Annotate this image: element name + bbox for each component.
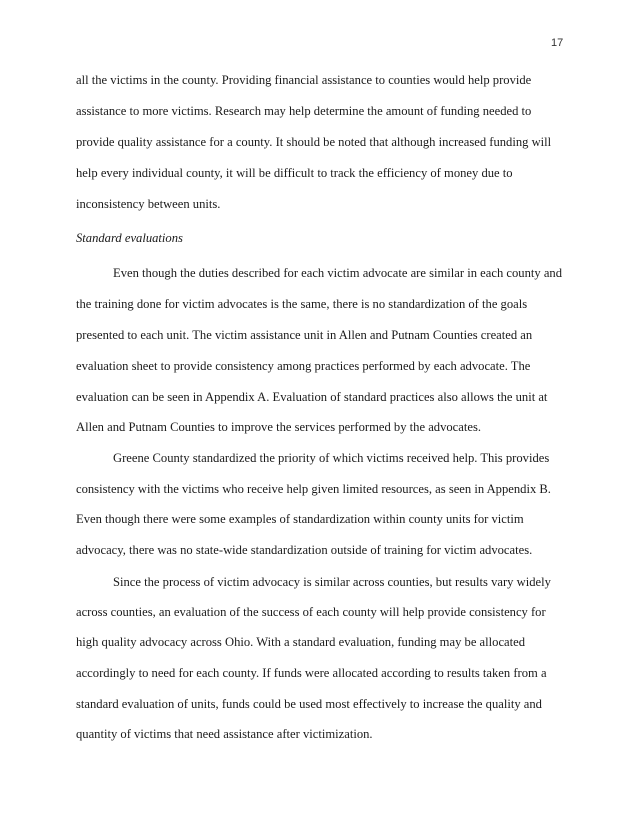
paragraph-first-line: Since the process of victim advocacy is similar across counties, but results vary widely bbox=[113, 575, 551, 589]
body-line: Even though there were some examples of standardization within county units for victim bbox=[76, 512, 524, 526]
body-line: evaluation can be seen in Appendix A. Evaluation of standard practices also allows the unit at bbox=[76, 390, 548, 404]
body-line: Allen and Putnam Counties to improve the services performed by the advocates. bbox=[76, 420, 481, 434]
body-line: consistency with the victims who receive help given limited resources, as seen in Appendix B. bbox=[76, 482, 551, 496]
body-line: help every individual county, it will be difficult to track the efficiency of money due to bbox=[76, 166, 513, 180]
body-line: advocacy, there was no state-wide standardization outside of training for victim advocates. bbox=[76, 543, 533, 557]
body-line: quantity of victims that need assistance after victimization. bbox=[76, 727, 373, 741]
section-heading: Standard evaluations bbox=[76, 231, 183, 245]
body-line: the training done for victim advocates is the same, there is no standardization of the goals bbox=[76, 297, 528, 311]
body-line: standard evaluation of units, funds could be used most effectively to increase the quality and bbox=[76, 697, 542, 711]
page-number: 17 bbox=[551, 37, 564, 49]
body-line: across counties, an evaluation of the success of each county will help provide consistency for bbox=[76, 605, 546, 619]
paragraph-first-line: Greene County standardized the priority of which victims received help. This provides bbox=[113, 451, 550, 465]
body-line: inconsistency between units. bbox=[76, 197, 221, 211]
paragraph-first-line: Even though the duties described for each victim advocate are similar in each county and bbox=[113, 266, 563, 280]
body-line: provide quality assistance for a county. It should be noted that although increased funding will bbox=[76, 135, 552, 149]
body-line: assistance to more victims. Research may help determine the amount of funding needed to bbox=[76, 104, 532, 118]
body-line: accordingly to need for each county. If funds were allocated according to results taken from a bbox=[76, 666, 547, 680]
body-line: high quality advocacy across Ohio. With a standard evaluation, funding may be allocated bbox=[76, 635, 526, 649]
body-line: evaluation sheet to provide consistency among practices performed by each advocate. The bbox=[76, 359, 531, 373]
body-line: all the victims in the county. Providing financial assistance to counties would help provide bbox=[76, 73, 532, 87]
body-line: presented to each unit. The victim assistance unit in Allen and Putnam Counties created an bbox=[76, 328, 533, 342]
